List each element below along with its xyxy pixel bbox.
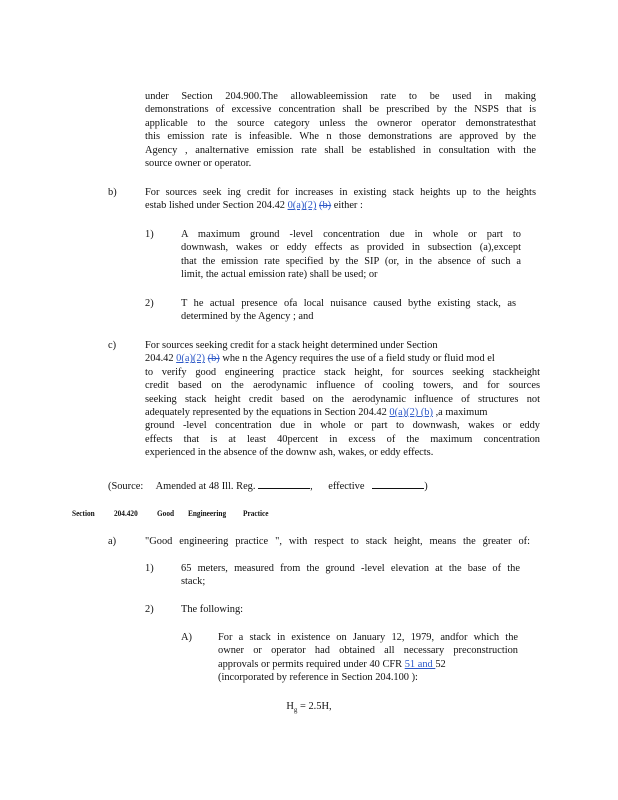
item-b1-paragraph	[181, 228, 521, 282]
text-line: The following:	[181, 604, 244, 615]
text-line: credit based on the aerodynamic influence of cooling towers, and for sources	[145, 380, 540, 392]
text-line: seeking stack height credit based on the aerodynamic influence of structures not	[145, 393, 540, 405]
item-label: 2)	[145, 298, 154, 309]
deleted-text: (b)	[207, 353, 220, 365]
text-line: Agency , analternative emission rate shall be established in consultation with the	[145, 144, 536, 156]
text-line: effects that is at least 40percent in excess of the maximum concentration	[145, 433, 540, 445]
text-line: (incorporated by reference in Section 204.100 ):	[218, 672, 418, 684]
item-label: 1)	[145, 229, 154, 240]
text-line: A maximum ground -level concentration due in whole or part to	[181, 229, 521, 240]
item-b-paragraph	[145, 186, 536, 213]
cfr-reference-link[interactable]: 51 and	[404, 658, 436, 670]
text-line: experienced in the absence of the downw ash, wakes, or eddy effects.	[145, 447, 434, 459]
item-label: a)	[108, 536, 117, 547]
formula-h: H	[286, 701, 294, 712]
text-line: adequately represented by the equations in Section 204.42 0(a)(2) (b) ,a maximum	[145, 407, 488, 419]
text-line: to verify good engineering practice stack height, for sources seeking stackheight	[145, 366, 540, 378]
source-note	[108, 478, 528, 493]
section-reference-link[interactable]: 0(a)(2)	[176, 353, 206, 365]
text-line: applicable to the source category unless the owneror operator demonstratesthat	[145, 117, 536, 129]
text-line: 204.42 0(a)(2) (b) whe n the Agency requires the use of a field study or fluid mod el	[145, 353, 495, 365]
section-reference-link[interactable]: 0(a)(2)	[287, 200, 317, 212]
deleted-text: (b)	[319, 200, 332, 212]
text-line: ground -level concentration due in whole or part to downwash, wakes or eddy	[145, 420, 540, 432]
formula	[0, 700, 618, 717]
item-label: 1)	[145, 563, 154, 574]
text-line: that the emission rate specified by the SIP (or, in the absence of such a	[181, 255, 521, 267]
text-line: demonstrations of excessive concentration shall be prescribed by the NSPS that is	[145, 104, 536, 116]
item-A-paragraph	[218, 631, 518, 685]
formula-rest: = 2.5H,	[297, 701, 332, 712]
register-blank	[258, 478, 310, 489]
text-line: limit, the actual emission rate) shall be used; or	[181, 269, 378, 281]
item-a2-paragraph	[181, 603, 381, 616]
text-line: 65 meters, measured from the ground -level elevation at the base of the	[181, 563, 520, 574]
source-effective: effective	[328, 481, 365, 492]
text-line: T he actual presence ofa local nuisance caused bythe existing stack, as	[181, 298, 516, 309]
text-line: For sources seeking credit for a stack height determined under Section	[145, 340, 438, 351]
text-line: determined by the Agency ; and	[181, 311, 314, 323]
text-line: owner or operator had obtained all necessary preconstruction	[218, 645, 518, 657]
source-open: (Source:	[108, 481, 144, 492]
formula-subscript: g	[293, 706, 298, 715]
intro-paragraph	[145, 90, 536, 170]
item-b2-paragraph	[181, 297, 516, 324]
section-reference-link[interactable]: 0(a)(2) (b)	[389, 407, 433, 419]
text-line: stack;	[181, 576, 206, 588]
text-line: For a stack in existence on January 12, 1979, andfor which the	[218, 632, 518, 643]
text-line: under Section 204.900.The allowableemission rate to be used in making	[145, 91, 536, 102]
section-heading-word: Engineering	[188, 508, 227, 518]
section-heading-word: Good	[157, 508, 175, 518]
item-c-paragraph	[145, 339, 540, 460]
text-line: For sources seek ing credit for increases in existing stack heights up to the heights	[145, 187, 536, 198]
source-amended: Amended at 48 Ill. Reg.	[155, 481, 256, 492]
item-label: 2)	[145, 604, 154, 615]
item-a1-paragraph	[181, 562, 520, 589]
text-line: "Good engineering practice ", with respect to stack height, means the greater of:	[145, 536, 530, 547]
text-line: this emission rate is infeasible. Whe n those demonstrations are approved by the	[145, 131, 536, 143]
source-close: )	[424, 481, 428, 492]
text-line: source owner or operator.	[145, 158, 252, 170]
section-heading-label: Section	[72, 508, 95, 518]
item-label: A)	[181, 632, 192, 643]
item-a-paragraph	[145, 535, 530, 548]
section-heading-number: 204.420	[114, 508, 138, 518]
effective-date-blank	[372, 478, 424, 489]
source-comma: ,	[310, 481, 313, 492]
item-label: c)	[108, 340, 117, 351]
text-line: downwash, wakes or eddy effects as provided in subsection (a),except	[181, 242, 521, 254]
section-heading-word: Practice	[243, 508, 269, 518]
text-line: estab lished under Section 204.42 0(a)(2) (b) either :	[145, 200, 363, 212]
item-label: b)	[108, 187, 117, 198]
text-line: approvals or permits required under 40 CFR 51 and 52	[218, 658, 446, 670]
